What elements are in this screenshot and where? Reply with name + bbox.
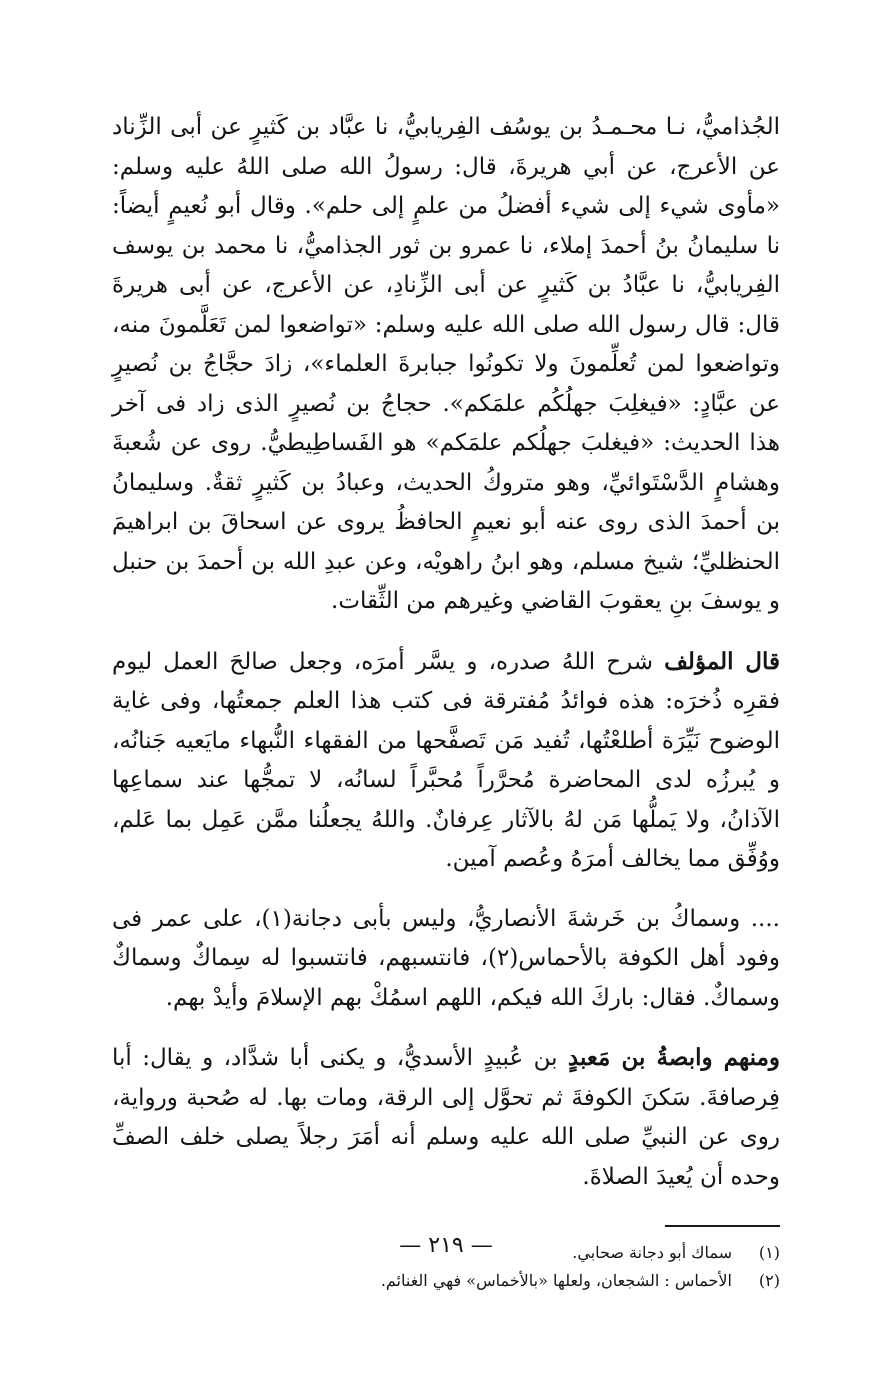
paragraph-text: شرح اللهُ صدره، و يسَّر أمرَه، وجعل صالحَ العمل ليوم فقرِه ذُخرَه: هذه فوائدُ مُفترقة فى كتب هذا العلم جمعتُها، وفى غاية الوضوح نَيِّرَة أطلعْتُها، تُفيد مَن تَصفَّحها من الفقهاء النُّبهاء مايَعيه جَنانُه، و يُبرزُه لدى المحاضرة مُحرَّراً مُحبَّراً لسانُه، لا تمجُّها عند سماعِها الآذانُ، ولا يَملُّها مَن لهُ بالآثار عِرفانٌ. واللهُ يجعلُنا ممَّن عَمِل بما عَلم، ووُفِّق مما يخالف أمرَهُ وعُصم آمين. <box>112 648 780 872</box>
paragraph-simak <box>112 900 780 1019</box>
paragraph-hadith-chain <box>112 108 780 622</box>
paragraph-lead: قال المؤلف <box>664 647 780 675</box>
paragraph-author-note <box>112 642 780 880</box>
footnote-number: (٢) <box>758 1271 780 1290</box>
page-body <box>112 108 780 1348</box>
footnote-text: الأحماس : الشجعان، ولعلها «بالأخماس» فهي الغنائم. <box>380 1271 732 1290</box>
paragraph-text: بن عُبيدٍ الأسديُّ، و يكنى أبا شدَّاد، و يقال: أبا فِرصافةَ. سَكنَ الكوفةَ ثم تحوَّل إلى الرقة، ومات بها. له صُحبة ورواية، روى عن النبيِّ صلى الله عليه وسلم أنه أمَرَ رجلاً يصلى خلف الصفِّ وحده أن يُعيدَ الصلاةَ. <box>112 1045 780 1190</box>
paragraph-text: .... وسماكُ بن خَرشةَ الأنصاريُّ، وليس بأبى دجانة(١)، على عمر فى وفود أهل الكوفة بالأحماس(٢)، فانتسبهم، فانتسبوا له سِماكٌ وسماكٌ وسماكٌ. فقال: باركَ الله فيكم، اللهم اسمُكْ بهم الإسلامَ وأيدْ بهم. <box>112 905 780 1011</box>
footnote-number: (١) <box>758 1243 780 1262</box>
footnote-item <box>112 1267 780 1295</box>
footnote-text: سماك أبو دجانة صحابي. <box>572 1243 732 1262</box>
paragraph-wabisa <box>112 1038 780 1197</box>
page-number: — ٢١٩ — <box>399 1233 493 1258</box>
paragraph-text: الجُذاميُّ، نـا محـمـدُ بن يوسُف الفِريابيُّ، نا عبَّاد بن كَثيرٍ عن أبى الزِّناد عن الأعرج، عن أبي هريرةَ، قال: رسولُ الله صلى اللهُ عليه وسلم: «مأوى شيء إلى شيء أفضلُ من علمٍ إلى حلم». وقال أبو نُعيمٍ أيضاً: نا سليمانُ بنُ أحمدَ إملاء، نا عمرو بن ثور الجذاميُّ، نا محمد بن يوسف الفِريابيُّ، نا عبَّادُ بن كَثيرٍ عن أبى الزِّنادِ، عن الأعرج، عن أبى هريرةَ قال: قال رسول الله صلى الله عليه وسلم: «تواضعوا لمن تَعَلَّمونَ منه، وتواضعوا لمن تُعلِّمونَ ولا تكونُوا جبابرةَ العلماء»، زادَ حجَّاجُ بن نُصيرٍ عن عبَّادٍ: «فيغلِبَ جهلُكُم علمَكم». حجاجُ بن نُصيرٍ الذى زاد فى آخر هذا الحديث: «فيغلبَ جهلُكم علمَكم» هو الفَساطِيطيُّ. روى عن شُعبةَ وهشامٍ الدَّسْتَوائيِّ، وهو متروكُ الحديث، وعبادُ بن كَثيرٍ ثقةٌ. وسليمانُ بن أحمدَ الذى روى عنه أبو نعيمٍ الحافظُ يروى عن اسحاقَ بن ابراهيمَ الحنظليِّ؛ شيخ مسلم، وهو ابنُ راهويْه، وعن عبدِ الله بن أحمدَ بن حنبل و يوسفَ بنِ يعقوبَ القاضي وغيرهم من الثِّقات. <box>112 114 780 614</box>
paragraph-lead: ومنهم وابصةُ بن مَعبدٍ <box>567 1044 781 1071</box>
footnote-divider <box>665 1225 780 1227</box>
